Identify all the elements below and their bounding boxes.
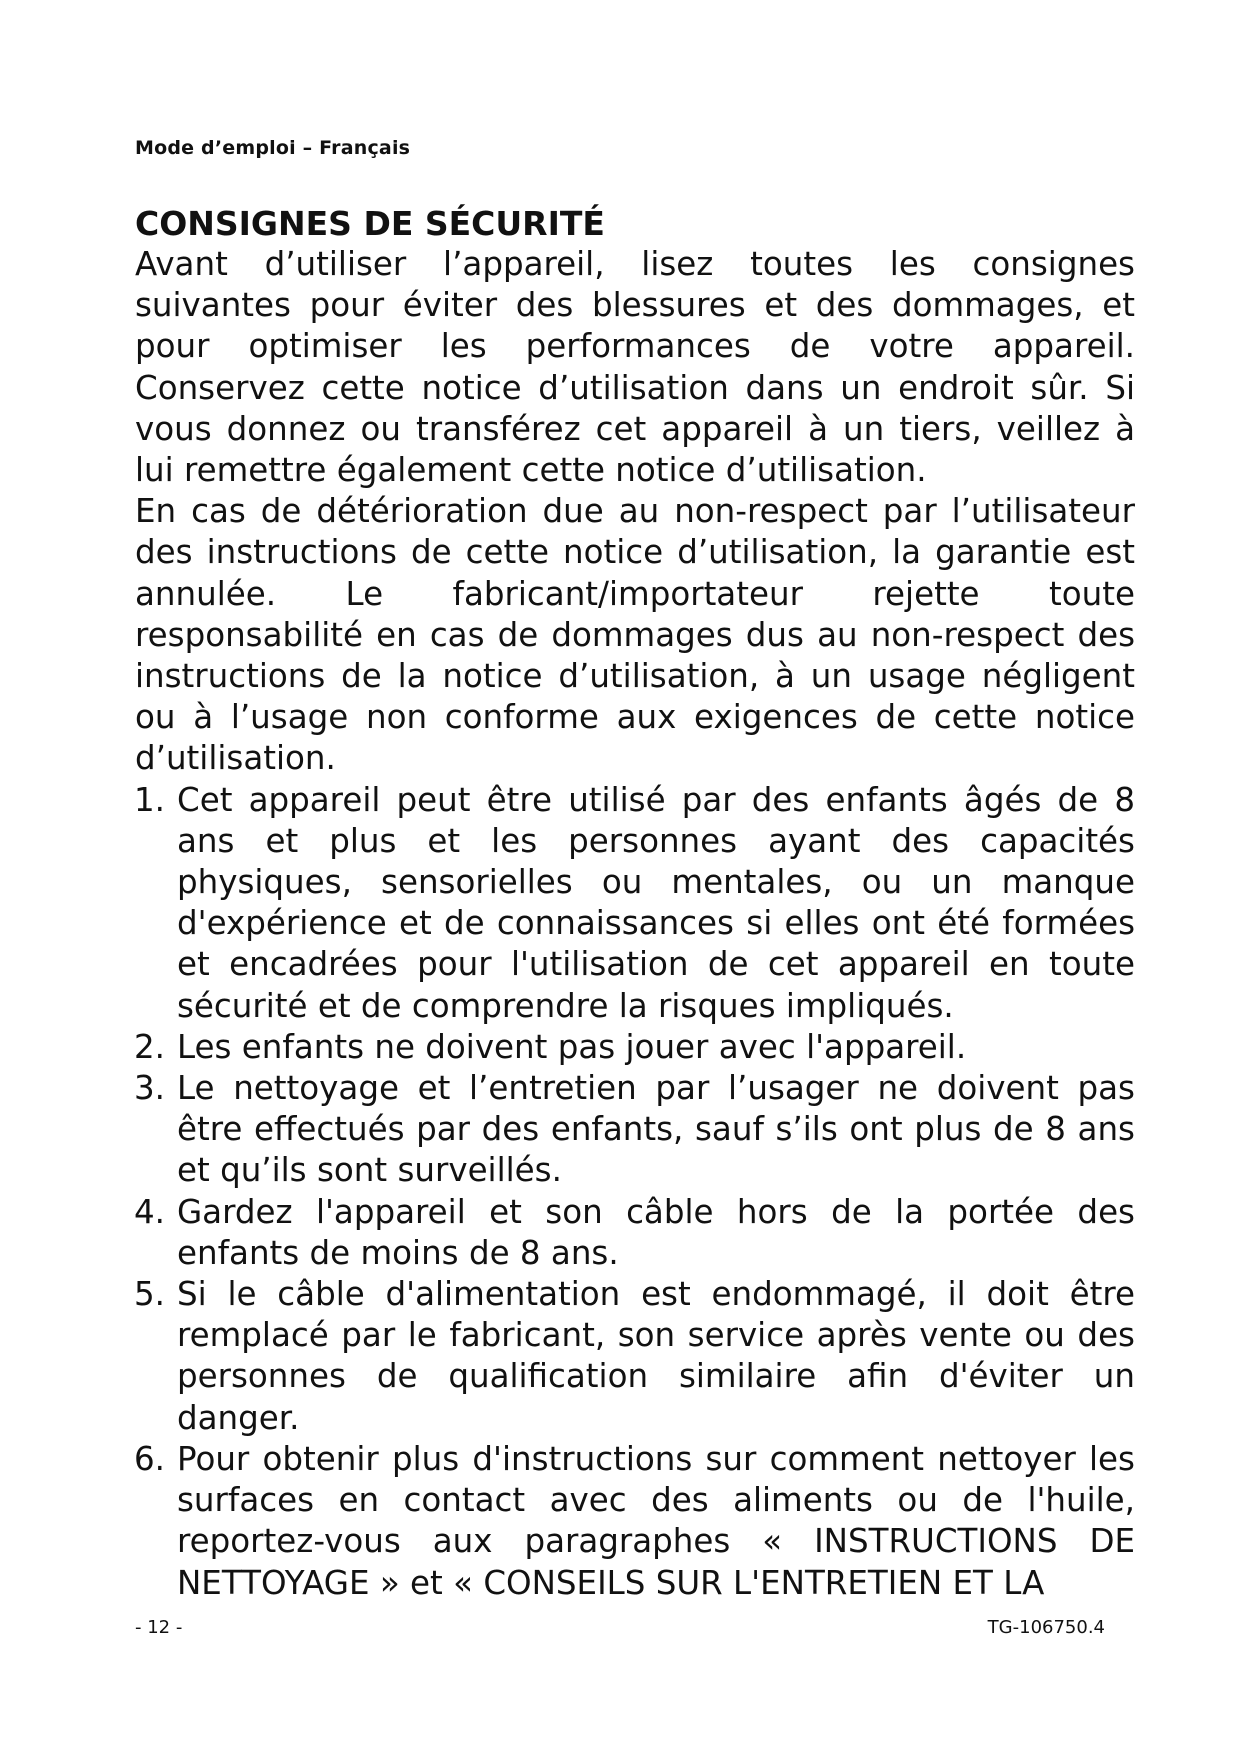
list-item-number: 4. [133,1192,165,1231]
list-item-number: 6. [133,1439,165,1478]
safety-section [135,203,1135,1604]
document-code: TG-106750.4 [987,1617,1105,1638]
list-item-text: Le nettoyage et l’entretien par l’usager ne doivent pas être effectués par des enfants, sauf s’ils ont plus de 8 ans et qu’ils sont surveillés. [177,1069,1135,1190]
list-item-text: Pour obtenir plus d'instructions sur comment nettoyer les surfaces en contact avec des aliments ou de l'huile, reportez-vous aux paragraphes « INSTRUCTIONS DE NETTOYAGE » et « CONSEILS SUR L'ENTRETIEN ET LA [177,1439,1135,1602]
list-item-number: 1. [133,780,165,819]
intro-paragraph: Avant d’utiliser l’appareil, lisez toutes les consignes suivantes pour éviter des blessures et des dommages, et pour optimiser les performances de votre appareil. Conservez cette notice d’utilisation dans un endroit sûr. Si vous donnez ou transférez cet appareil à un tiers, veillez à lui remettre également cette notice d’utilisation. [135,245,1135,490]
section-title: CONSIGNES DE SÉCURITÉ [135,204,605,243]
warranty-paragraph: En cas de détérioration due au non-respect par l’utilisateur des instructions de cette notice d’utilisation, la garantie est annulée. Le fabricant/importateur rejette toute responsabilité en cas de dommages dus au non-respect des instructions de la notice d’utilisation, à un usage négligent ou à l’usage non conforme aux exigences de cette notice d’utilisation. [135,492,1135,778]
list-item [135,1192,1135,1274]
list-item-text: Les enfants ne doivent pas jouer avec l'appareil. [177,1027,967,1066]
list-item-text: Cet appareil peut être utilisé par des enfants âgés de 8 ans et plus et les personnes ayant des capacités physiques, sensorielles ou mentales, ou un manque d'expérience et de connaissances si elles ont été formées et encadrées pour l'utilisation de cet appareil en toute sécurité et de comprendre la risques impliqués. [177,780,1135,1025]
safety-list [135,780,1135,1604]
list-item [135,780,1135,1027]
list-item-text: Si le câble d'alimentation est endommagé, il doit être remplacé par le fabricant, son service après vente ou des personnes de qualification similaire afin d'éviter un danger. [177,1275,1135,1437]
list-item-number: 2. [133,1027,165,1066]
list-item-text: Gardez l'appareil et son câble hors de la portée des enfants de moins de 8 ans. [177,1192,1135,1272]
page-number: - 12 - [135,1617,183,1638]
list-item [135,1439,1135,1604]
list-item-number: 5. [133,1275,165,1314]
page-header: Mode d’emploi – Français [135,137,411,159]
list-item [135,1068,1135,1192]
list-item-number: 3. [133,1069,165,1108]
list-item [135,1274,1135,1439]
list-item [135,1027,1135,1068]
